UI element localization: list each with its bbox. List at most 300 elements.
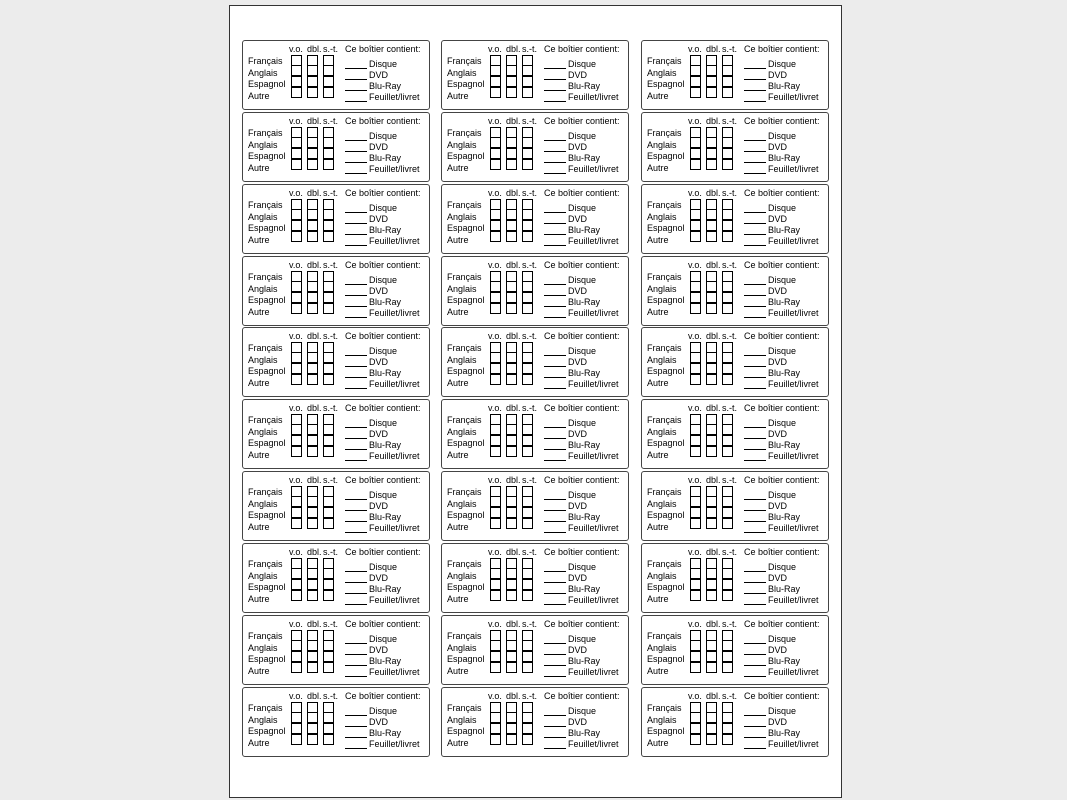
checkbox[interactable] (690, 424, 701, 435)
checkbox[interactable] (722, 734, 733, 745)
checkbox[interactable] (490, 137, 501, 148)
checkbox[interactable] (490, 374, 501, 385)
checkbox[interactable] (522, 220, 533, 231)
checkbox[interactable] (706, 65, 717, 76)
checkbox[interactable] (490, 352, 501, 363)
checkbox[interactable] (291, 303, 302, 314)
checkbox[interactable] (690, 446, 701, 457)
checkbox[interactable] (722, 292, 733, 303)
checkbox[interactable] (291, 292, 302, 303)
checkbox[interactable] (522, 579, 533, 590)
checkbox[interactable] (307, 712, 318, 723)
checkbox[interactable] (291, 507, 302, 518)
checkbox[interactable] (722, 76, 733, 87)
checkbox[interactable] (722, 712, 733, 723)
content-item-label: Disque (568, 202, 597, 213)
checkbox[interactable] (690, 352, 701, 363)
checkbox[interactable] (323, 590, 334, 601)
checkbox[interactable] (522, 303, 533, 314)
checkbox[interactable] (706, 590, 717, 601)
checkbox[interactable] (690, 87, 701, 98)
content-item-label: Disque (568, 346, 597, 357)
checkbox[interactable] (690, 374, 701, 385)
checkbox[interactable] (506, 220, 517, 231)
checkbox[interactable] (323, 496, 334, 507)
checkbox[interactable] (506, 87, 517, 98)
checkbox[interactable] (291, 363, 302, 374)
checkbox[interactable] (506, 352, 517, 363)
checkbox[interactable] (307, 292, 318, 303)
checkbox[interactable] (291, 281, 302, 292)
checkbox[interactable] (323, 579, 334, 590)
checkbox[interactable] (490, 496, 501, 507)
checkbox[interactable] (722, 723, 733, 734)
checkbox[interactable] (522, 231, 533, 242)
checkbox[interactable] (307, 590, 318, 601)
checkbox[interactable] (690, 209, 701, 220)
content-item-label: Feuillet/livret (768, 163, 819, 174)
checkbox[interactable] (291, 374, 302, 385)
checkbox[interactable] (722, 281, 733, 292)
blank-line (544, 676, 566, 677)
language-label: Anglais (248, 714, 278, 725)
checkbox[interactable] (522, 159, 533, 170)
checkbox[interactable] (690, 220, 701, 231)
checkbox[interactable] (490, 76, 501, 87)
checkbox[interactable] (307, 137, 318, 148)
language-label: Autre (647, 162, 669, 173)
checkbox[interactable] (506, 435, 517, 446)
checkbox[interactable] (490, 712, 501, 723)
checkbox[interactable] (323, 159, 334, 170)
checkbox[interactable] (706, 231, 717, 242)
checkbox[interactable] (522, 496, 533, 507)
checkbox[interactable] (506, 590, 517, 601)
checkbox[interactable] (323, 651, 334, 662)
checkbox[interactable] (307, 363, 318, 374)
checkbox[interactable] (522, 76, 533, 87)
checkbox-column (722, 630, 733, 674)
checkbox[interactable] (522, 723, 533, 734)
checkbox[interactable] (307, 303, 318, 314)
checkbox-column (722, 199, 733, 243)
checkbox[interactable] (307, 723, 318, 734)
checkbox[interactable] (706, 712, 717, 723)
checkbox[interactable] (722, 662, 733, 673)
checkbox[interactable] (307, 640, 318, 651)
checkbox[interactable] (307, 159, 318, 170)
checkbox[interactable] (706, 640, 717, 651)
checkbox[interactable] (291, 148, 302, 159)
checkbox[interactable] (522, 734, 533, 745)
checkbox[interactable] (291, 640, 302, 651)
checkbox[interactable] (522, 651, 533, 662)
checkbox[interactable] (490, 363, 501, 374)
checkbox[interactable] (490, 446, 501, 457)
checkbox[interactable] (522, 374, 533, 385)
checkbox[interactable] (690, 76, 701, 87)
checkbox[interactable] (490, 579, 501, 590)
checkbox[interactable] (722, 579, 733, 590)
checkbox[interactable] (522, 507, 533, 518)
column-header: dbl. (706, 475, 721, 486)
checkbox[interactable] (307, 374, 318, 385)
checkbox[interactable] (722, 65, 733, 76)
checkbox[interactable] (522, 640, 533, 651)
checkbox[interactable] (522, 292, 533, 303)
checkbox[interactable] (706, 303, 717, 314)
checkbox[interactable] (722, 518, 733, 529)
checkbox[interactable] (522, 518, 533, 529)
checkbox[interactable] (291, 435, 302, 446)
checkbox[interactable] (722, 568, 733, 579)
checkbox[interactable] (506, 662, 517, 673)
checkbox[interactable] (706, 435, 717, 446)
checkbox[interactable] (307, 220, 318, 231)
checkbox[interactable] (490, 507, 501, 518)
checkbox[interactable] (722, 303, 733, 314)
checkbox[interactable] (506, 231, 517, 242)
checkbox[interactable] (522, 209, 533, 220)
checkbox[interactable] (490, 220, 501, 231)
checkbox[interactable] (307, 651, 318, 662)
checkbox[interactable] (307, 424, 318, 435)
checkbox[interactable] (706, 281, 717, 292)
checkbox[interactable] (522, 352, 533, 363)
checkbox[interactable] (490, 662, 501, 673)
checkbox[interactable] (722, 640, 733, 651)
checkbox[interactable] (490, 518, 501, 529)
checkbox[interactable] (506, 496, 517, 507)
checkbox[interactable] (506, 568, 517, 579)
checkbox[interactable] (522, 424, 533, 435)
blank-line (544, 571, 566, 572)
checkbox[interactable] (706, 137, 717, 148)
checkbox[interactable] (323, 209, 334, 220)
checkbox[interactable] (506, 579, 517, 590)
checkbox[interactable] (307, 568, 318, 579)
checkbox[interactable] (690, 65, 701, 76)
checkbox-column (323, 271, 334, 315)
checkbox[interactable] (690, 568, 701, 579)
checkbox[interactable] (291, 662, 302, 673)
checkbox[interactable] (506, 374, 517, 385)
blank-line (744, 151, 766, 152)
checkbox[interactable] (323, 148, 334, 159)
checkbox[interactable] (323, 292, 334, 303)
checkbox[interactable] (722, 507, 733, 518)
language-label: Espagnol (248, 294, 286, 305)
checkbox[interactable] (307, 231, 318, 242)
checkbox[interactable] (307, 352, 318, 363)
checkbox[interactable] (307, 579, 318, 590)
checkbox[interactable] (690, 303, 701, 314)
content-item-label: Blu-Ray (768, 368, 801, 379)
content-item-label: DVD (369, 716, 389, 727)
checkbox[interactable] (506, 292, 517, 303)
checkbox[interactable] (522, 148, 533, 159)
checkbox[interactable] (323, 363, 334, 374)
checkbox[interactable] (706, 159, 717, 170)
checkbox[interactable] (323, 518, 334, 529)
checkbox[interactable] (323, 435, 334, 446)
checkbox[interactable] (690, 435, 701, 446)
checkbox[interactable] (506, 76, 517, 87)
contents-heading: Ce boîtier contient: (345, 546, 421, 557)
checkbox[interactable] (722, 424, 733, 435)
checkbox[interactable] (323, 568, 334, 579)
checkbox[interactable] (506, 446, 517, 457)
blank-line (744, 499, 766, 500)
checkbox[interactable] (522, 712, 533, 723)
checkbox[interactable] (307, 507, 318, 518)
checkbox[interactable] (490, 292, 501, 303)
checkbox[interactable] (323, 723, 334, 734)
checkbox[interactable] (291, 734, 302, 745)
language-label: Anglais (647, 570, 677, 581)
checkbox[interactable] (722, 363, 733, 374)
checkbox[interactable] (307, 281, 318, 292)
language-label: Français (248, 343, 283, 354)
checkbox[interactable] (522, 87, 533, 98)
checkbox[interactable] (291, 496, 302, 507)
checkbox[interactable] (690, 292, 701, 303)
checkbox[interactable] (706, 87, 717, 98)
checkbox[interactable] (722, 159, 733, 170)
checkbox[interactable] (690, 518, 701, 529)
checkbox[interactable] (323, 507, 334, 518)
column-header: dbl. (307, 690, 322, 701)
checkbox[interactable] (722, 496, 733, 507)
dvd-case-label (441, 471, 629, 541)
checkbox[interactable] (291, 568, 302, 579)
checkbox[interactable] (522, 363, 533, 374)
checkbox[interactable] (522, 65, 533, 76)
checkbox[interactable] (323, 65, 334, 76)
checkbox[interactable] (706, 723, 717, 734)
checkbox[interactable] (323, 640, 334, 651)
checkbox[interactable] (291, 446, 302, 457)
checkbox[interactable] (490, 281, 501, 292)
checkbox[interactable] (307, 148, 318, 159)
checkbox[interactable] (706, 496, 717, 507)
checkbox[interactable] (706, 374, 717, 385)
checkbox[interactable] (506, 723, 517, 734)
checkbox[interactable] (291, 76, 302, 87)
checkbox[interactable] (291, 137, 302, 148)
checkbox[interactable] (706, 734, 717, 745)
checkbox[interactable] (490, 148, 501, 159)
checkbox[interactable] (706, 209, 717, 220)
checkbox[interactable] (490, 65, 501, 76)
checkbox[interactable] (506, 281, 517, 292)
checkbox[interactable] (291, 579, 302, 590)
checkbox[interactable] (490, 435, 501, 446)
checkbox[interactable] (506, 507, 517, 518)
checkbox[interactable] (506, 65, 517, 76)
checkbox[interactable] (722, 651, 733, 662)
checkbox[interactable] (490, 590, 501, 601)
checkbox[interactable] (690, 712, 701, 723)
checkbox[interactable] (722, 209, 733, 220)
checkbox[interactable] (722, 137, 733, 148)
checkbox[interactable] (490, 424, 501, 435)
checkbox[interactable] (291, 651, 302, 662)
checkbox[interactable] (307, 87, 318, 98)
checkbox[interactable] (307, 662, 318, 673)
checkbox[interactable] (722, 231, 733, 242)
checkbox[interactable] (706, 363, 717, 374)
checkbox[interactable] (490, 209, 501, 220)
checkbox[interactable] (706, 579, 717, 590)
column-header: dbl. (307, 403, 322, 414)
checkbox[interactable] (323, 352, 334, 363)
checkbox[interactable] (690, 662, 701, 673)
checkbox[interactable] (690, 148, 701, 159)
checkbox[interactable] (522, 590, 533, 601)
checkbox[interactable] (690, 281, 701, 292)
checkbox[interactable] (690, 651, 701, 662)
checkbox[interactable] (522, 662, 533, 673)
checkbox[interactable] (323, 712, 334, 723)
checkbox[interactable] (506, 148, 517, 159)
checkbox[interactable] (291, 424, 302, 435)
checkbox[interactable] (506, 734, 517, 745)
checkbox[interactable] (506, 363, 517, 374)
checkbox[interactable] (307, 496, 318, 507)
checkbox[interactable] (490, 303, 501, 314)
checkbox[interactable] (706, 292, 717, 303)
checkbox[interactable] (291, 712, 302, 723)
checkbox[interactable] (690, 159, 701, 170)
language-label: Espagnol (248, 79, 286, 89)
contents-heading: Ce boîtier contient: (345, 331, 421, 342)
checkbox[interactable] (706, 662, 717, 673)
checkbox[interactable] (690, 507, 701, 518)
checkbox[interactable] (706, 518, 717, 529)
contents-heading: Ce boîtier contient: (744, 475, 820, 486)
checkbox[interactable] (522, 281, 533, 292)
checkbox[interactable] (522, 435, 533, 446)
checkbox[interactable] (706, 651, 717, 662)
language-label: Autre (447, 737, 469, 748)
checkbox[interactable] (323, 303, 334, 314)
checkbox[interactable] (307, 435, 318, 446)
checkbox[interactable] (722, 446, 733, 457)
checkbox[interactable] (690, 579, 701, 590)
checkbox[interactable] (690, 137, 701, 148)
checkbox[interactable] (706, 352, 717, 363)
checkbox[interactable] (323, 87, 334, 98)
checkbox[interactable] (690, 496, 701, 507)
checkbox[interactable] (690, 734, 701, 745)
checkbox[interactable] (706, 446, 717, 457)
checkbox[interactable] (291, 220, 302, 231)
checkbox[interactable] (323, 220, 334, 231)
checkbox[interactable] (490, 651, 501, 662)
checkbox[interactable] (291, 231, 302, 242)
checkbox[interactable] (522, 446, 533, 457)
checkbox[interactable] (323, 734, 334, 745)
blank-line (345, 521, 367, 522)
checkbox[interactable] (307, 76, 318, 87)
checkbox[interactable] (722, 590, 733, 601)
checkbox[interactable] (506, 209, 517, 220)
checkbox[interactable] (722, 374, 733, 385)
checkbox[interactable] (323, 281, 334, 292)
checkbox[interactable] (506, 518, 517, 529)
checkbox[interactable] (323, 137, 334, 148)
checkbox[interactable] (506, 640, 517, 651)
checkbox[interactable] (291, 209, 302, 220)
checkbox[interactable] (323, 446, 334, 457)
checkbox[interactable] (706, 424, 717, 435)
checkbox[interactable] (490, 159, 501, 170)
checkbox[interactable] (490, 640, 501, 651)
checkbox[interactable] (307, 518, 318, 529)
checkbox[interactable] (722, 148, 733, 159)
checkbox[interactable] (291, 87, 302, 98)
checkbox[interactable] (307, 446, 318, 457)
checkbox[interactable] (291, 159, 302, 170)
checkbox[interactable] (323, 374, 334, 385)
checkbox[interactable] (490, 723, 501, 734)
checkbox[interactable] (690, 363, 701, 374)
checkbox[interactable] (323, 662, 334, 673)
checkbox[interactable] (506, 159, 517, 170)
checkbox[interactable] (307, 65, 318, 76)
checkbox[interactable] (323, 231, 334, 242)
checkbox[interactable] (522, 137, 533, 148)
checkbox[interactable] (490, 231, 501, 242)
checkbox[interactable] (522, 568, 533, 579)
checkbox[interactable] (490, 568, 501, 579)
blank-line (345, 101, 367, 102)
checkbox[interactable] (490, 734, 501, 745)
checkbox[interactable] (291, 352, 302, 363)
checkbox[interactable] (506, 303, 517, 314)
checkbox[interactable] (506, 712, 517, 723)
checkbox[interactable] (706, 507, 717, 518)
checkbox[interactable] (706, 148, 717, 159)
checkbox[interactable] (291, 518, 302, 529)
checkbox[interactable] (722, 220, 733, 231)
checkbox[interactable] (690, 723, 701, 734)
checkbox[interactable] (506, 424, 517, 435)
checkbox[interactable] (690, 231, 701, 242)
checkbox[interactable] (722, 435, 733, 446)
contents-heading: Ce boîtier contient: (345, 259, 421, 270)
checkbox[interactable] (291, 723, 302, 734)
checkbox[interactable] (706, 568, 717, 579)
checkbox[interactable] (722, 87, 733, 98)
checkbox[interactable] (323, 424, 334, 435)
checkbox[interactable] (291, 65, 302, 76)
column-header: s.-t. (522, 403, 537, 414)
checkbox[interactable] (506, 137, 517, 148)
checkbox[interactable] (490, 87, 501, 98)
checkbox[interactable] (323, 76, 334, 87)
checkbox[interactable] (706, 76, 717, 87)
checkbox[interactable] (506, 651, 517, 662)
checkbox[interactable] (722, 352, 733, 363)
checkbox[interactable] (307, 734, 318, 745)
checkbox[interactable] (706, 220, 717, 231)
checkbox[interactable] (690, 640, 701, 651)
checkbox[interactable] (690, 590, 701, 601)
checkbox[interactable] (307, 209, 318, 220)
checkbox[interactable] (291, 590, 302, 601)
